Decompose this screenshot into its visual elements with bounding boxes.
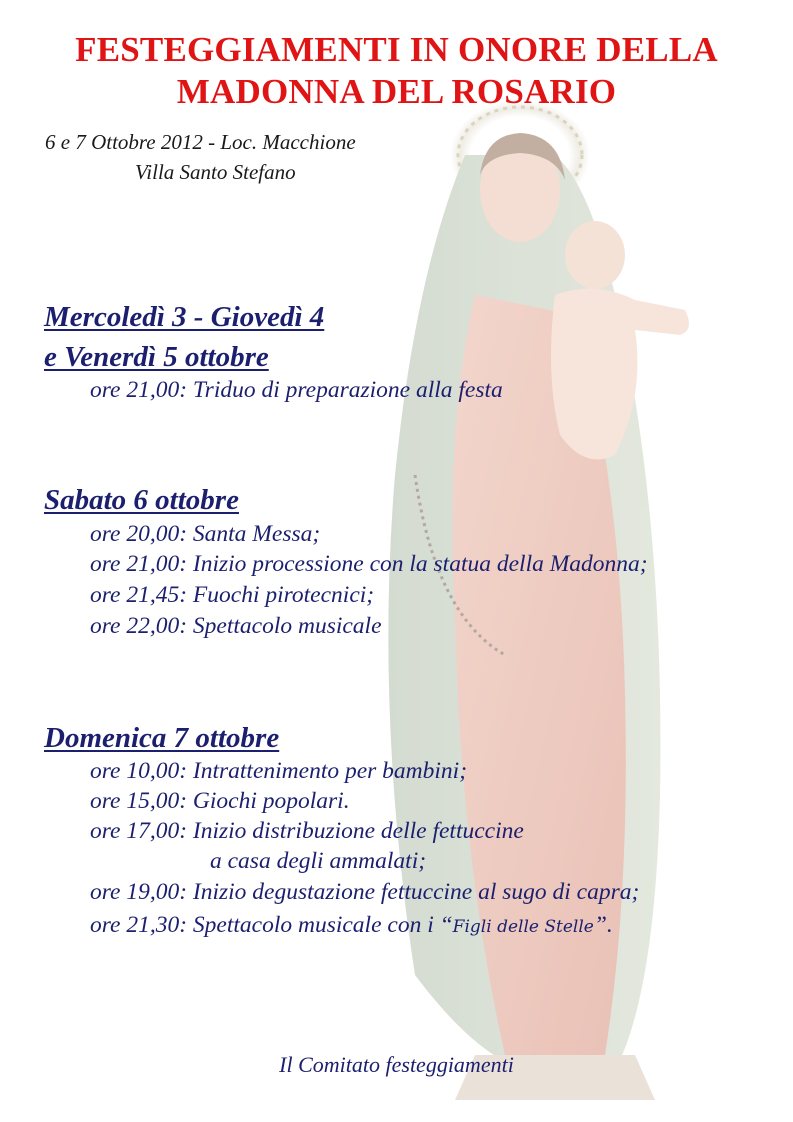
schedule-description: Inizio processione con la statua della Madonna; xyxy=(192,551,648,577)
schedule-description: Santa Messa; xyxy=(192,521,321,547)
poster-title-line1: FESTEGGIAMENTI IN ONORE DELLA xyxy=(75,30,718,69)
description-before: Spettacolo musicale con i “ xyxy=(192,912,453,938)
schedule-description xyxy=(193,912,613,938)
schedule-time: ore 22,00: xyxy=(90,613,188,639)
schedule-time: ore 10,00: xyxy=(90,758,188,784)
schedule-time: ore 21,45: xyxy=(90,582,188,608)
schedule-description: Spettacolo musicale xyxy=(192,613,382,639)
event-town: Villa Santo Stefano xyxy=(135,160,296,184)
schedule-description: Giochi popolari. xyxy=(192,788,350,814)
schedule-time: ore 17,00: xyxy=(90,818,188,844)
schedule-description: Fuochi pirotecnici; xyxy=(192,582,375,608)
madonna-statue-illustration xyxy=(355,95,725,1105)
schedule-item xyxy=(90,787,350,815)
band-name: Figli delle Stelle xyxy=(452,917,594,937)
schedule-description: Triduo di preparazione alla festa xyxy=(192,377,503,403)
schedule-time: ore 21,30: xyxy=(90,912,188,938)
section-heading-weekdays-line2: e Venerdì 5 ottobre xyxy=(44,341,269,373)
schedule-item xyxy=(90,817,524,845)
section-heading-sunday: Domenica 7 ottobre xyxy=(44,722,280,754)
schedule-time: ore 21,00: xyxy=(90,377,188,403)
event-dates-location: 6 e 7 Ottobre 2012 - Loc. Macchione xyxy=(45,130,356,154)
schedule-time: ore 15,00: xyxy=(90,788,188,814)
schedule-time: ore 21,00: xyxy=(90,551,188,577)
schedule-description: Inizio degustazione fettuccine al sugo di capra; xyxy=(192,879,640,905)
schedule-item xyxy=(90,878,639,906)
schedule-item xyxy=(90,757,467,785)
schedule-item xyxy=(90,550,648,578)
poster-title-line2: MADONNA DEL ROSARIO xyxy=(176,72,617,111)
schedule-description-continuation: a casa degli ammalati; xyxy=(210,848,427,874)
schedule-time: ore 19,00: xyxy=(90,879,188,905)
section-heading-saturday: Sabato 6 ottobre xyxy=(44,484,239,516)
schedule-item xyxy=(90,376,503,404)
schedule-item xyxy=(90,911,613,941)
description-after: ”. xyxy=(593,912,613,938)
schedule-item xyxy=(90,612,382,640)
schedule-time: ore 20,00: xyxy=(90,521,188,547)
organizer-signature: Il Comitato festeggiamenti xyxy=(279,1052,514,1077)
section-heading-weekdays-line1: Mercoledì 3 - Giovedì 4 xyxy=(44,301,325,333)
schedule-item xyxy=(90,520,320,548)
schedule-description: Intrattenimento per bambini; xyxy=(192,758,468,784)
schedule-description: Inizio distribuzione delle fettuccine xyxy=(192,818,524,844)
schedule-item xyxy=(90,581,374,609)
